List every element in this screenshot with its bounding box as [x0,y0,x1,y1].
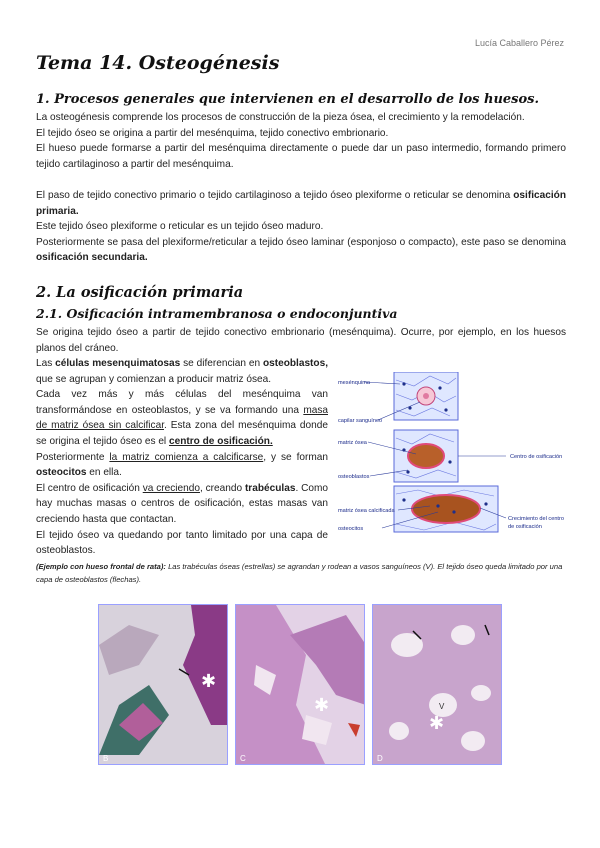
label-calcified-matrix: matriz ósea calcificada [338,508,395,514]
panel-label-c: C [240,754,246,763]
svg-text:✱: ✱ [429,713,445,734]
bone-matrix [408,444,444,468]
micrograph-strip [98,604,502,765]
label-osteocytes: osteocitos [338,526,364,532]
author-name: Lucía Caballero Pérez [474,38,564,48]
ossification-diagram [334,372,594,534]
label-mesenchyme: mesénquima [338,380,371,386]
paragraph: El paso de tejido conectivo primario o tejido cartilaginoso a tejido óseo plexiforme o reticular se denomina osificación primaria. Este tejido óseo plexiforme o reticular es un tejido óseo maduro. Posteriormente se pasa del plexiforme/reticular a tejido óseo laminar (esponjoso o compacto), este paso se denomina osificación secundaria. [36,190,566,264]
vessel-label: V [439,702,445,711]
figure-caption: (Ejemplo con hueso frontal de rata): Las trabéculas óseas (estrellas) se agrandan y rodean a vasos sanguíneos (V). El tejido óseo queda limitado por una capa de osteoblastos (flechas). [36,562,563,584]
panel-label-b: B [103,754,109,763]
label-growth-1: Crecimiento del centro [508,516,564,522]
section-2-heading: 2. La osificación primaria [36,284,244,301]
label-growth-2: de osificación [508,524,542,530]
paragraph: El hueso puede formarse a partir del mesénquima directamente o puede dar un paso intermedio, formando primero tejido cartilaginoso a partir del mesénquima. [36,143,566,170]
page-title: Tema 14. Osteogénesis [36,52,280,74]
label-osteoblasts: osteoblastos [338,474,370,480]
calcified-matrix [412,495,480,523]
section-2-1-heading: 2.1. Osificación intramembranosa o endoconjuntiva [36,306,398,321]
micrograph-d [372,604,502,765]
panel-label-d: D [377,754,383,763]
svg-text:✱: ✱ [201,671,217,692]
paragraph: Las células mesenquimatosas se diferencian en osteoblastos, que se agrupan y comienzan a producir matriz ósea. Cada vez más y más células del mesénquima van transformándose en osteoblastos, y se va formando una masa de matriz ósea sin calcificar. Esta zona del mesénquima donde se origina el tejido óseo es el centro de osificación. Posteriormente la matriz comienza a calcificarse, y se forman osteocitos en ella. El centro de osificación va creciendo, creando trabéculas. Como hay muchas masas o centros de osificación, estas masas van creciendo hasta que contactan. El tejido óseo va quedando por tanto limitado por una capa de osteoblastos. [36,358,328,557]
micrograph-b [98,604,228,765]
label-capillary: capilar sanguíneo [338,418,383,424]
svg-text:✱: ✱ [314,695,330,716]
label-bone-matrix: matriz ósea [338,440,367,446]
section-1-heading: 1. Procesos generales que intervienen en el desarrollo de los huesos. [36,92,540,107]
micrograph-c [235,604,365,765]
paragraph: La osteogénesis comprende los procesos de construcción de la pieza ósea, el crecimiento y la remodelación. El tejido óseo se origina a partir del mesénquima, tejido conectivo embrionario. [36,112,525,139]
paragraph: Se origina tejido óseo a partir de tejido conectivo embrionario (mesénquima). Ocurre, por ejemplo, en los huesos planos del cráneo. [36,327,566,354]
label-ossification-center: Centro de osificación [510,454,563,460]
